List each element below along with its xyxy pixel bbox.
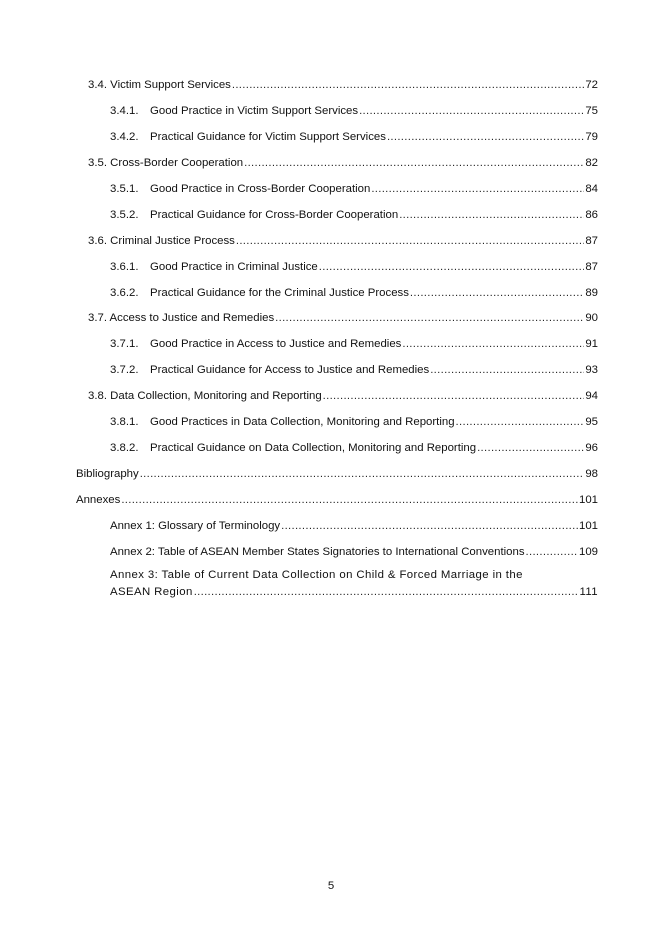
toc-entry-number: 3.5.2. — [110, 209, 139, 221]
dot-leader — [526, 545, 578, 559]
dot-leader — [140, 467, 585, 481]
toc-entry-number: 3.6.2. — [110, 287, 139, 299]
toc-entry-3-7[interactable] — [88, 311, 598, 325]
toc-page-number: 86 — [585, 209, 598, 221]
toc-page-number: 109 — [578, 546, 598, 558]
dot-leader — [477, 441, 584, 455]
toc-entry-3-4-1[interactable] — [110, 104, 598, 118]
toc-entry-title: Practical Guidance for the Criminal Justice Process — [150, 287, 409, 299]
dot-leader — [359, 104, 584, 118]
toc-entry-3-6-2[interactable] — [110, 286, 598, 300]
dot-leader — [194, 584, 579, 601]
toc-entry-3-6-1[interactable] — [110, 260, 598, 274]
toc-entry-title: Good Practice in Criminal Justice — [150, 261, 318, 273]
toc-page-number: 89 — [585, 287, 598, 299]
toc-entry-title: Good Practice in Victim Support Services — [150, 105, 359, 117]
toc-entry-title: Good Practice in Cross-Border Cooperation — [150, 183, 371, 195]
toc-entry-title: 3.4. Victim Support Services — [88, 79, 231, 91]
toc-entry-title: 3.5. Cross-Border Cooperation — [88, 157, 244, 169]
dot-leader — [121, 493, 578, 507]
toc-page-number: 95 — [585, 416, 598, 428]
toc-entry-annexes[interactable] — [76, 493, 598, 507]
toc-entry-title: 3.8. Data Collection, Monitoring and Reporting — [88, 390, 322, 402]
toc-entry-title: Bibliography — [76, 468, 139, 480]
toc-entry-number: 3.6.1. — [110, 261, 139, 273]
toc-page-number: 96 — [585, 442, 598, 454]
toc-entry-3-8-1[interactable] — [110, 415, 598, 429]
toc-entry-title-line-1: Annex 3: Table of Current Data Collection on Child & Forced Marriage in the — [110, 569, 523, 581]
dot-leader — [456, 415, 585, 429]
toc-entry-3-4[interactable] — [88, 78, 598, 92]
dot-leader — [410, 286, 584, 300]
toc-page-number: 75 — [585, 105, 598, 117]
toc-entry-bibliography[interactable] — [76, 467, 598, 481]
toc-entry-number: 3.4.1. — [110, 105, 139, 117]
toc-entry-annex-2[interactable] — [110, 545, 598, 559]
toc-entry-3-7-1[interactable] — [110, 337, 598, 351]
toc-page-number: 84 — [585, 183, 598, 195]
toc-entry-3-4-2[interactable] — [110, 130, 598, 144]
toc-page-number: 87 — [585, 235, 598, 247]
toc-entry-3-8[interactable] — [88, 389, 598, 403]
toc-entry-title: Annexes — [76, 494, 121, 506]
toc-entry-3-5[interactable] — [88, 156, 598, 170]
toc-entry-3-6[interactable] — [88, 234, 598, 248]
toc-entry-number: 3.7.1. — [110, 338, 139, 350]
toc-entry-title: 3.7. Access to Justice and Remedies — [88, 312, 275, 324]
toc-entry-title: Annex 2: Table of ASEAN Member States Signatories to International Conventions — [110, 546, 525, 558]
toc-entry-3-7-2[interactable] — [110, 363, 598, 377]
dot-leader — [319, 260, 585, 274]
toc-entry-title: Practical Guidance on Data Collection, Monitoring and Reporting — [150, 442, 477, 454]
toc-entry-title: 3.6. Criminal Justice Process — [88, 235, 235, 247]
toc-entry-3-5-2[interactable] — [110, 208, 598, 222]
toc-entry-number: 3.5.1. — [110, 183, 139, 195]
dot-leader — [236, 234, 584, 248]
toc-entry-title: Annex 1: Glossary of Terminology — [110, 520, 281, 532]
dot-leader — [232, 78, 584, 92]
toc-entry-3-8-2[interactable] — [110, 441, 598, 455]
dot-leader — [244, 156, 584, 170]
dot-leader — [402, 337, 584, 351]
toc-entry-title: Practical Guidance for Access to Justice and Remedies — [150, 364, 430, 376]
toc-page-number: 93 — [585, 364, 598, 376]
dot-leader — [430, 363, 584, 377]
dot-leader — [399, 208, 584, 222]
toc-page-number: 94 — [585, 390, 598, 402]
toc-entry-3-5-1[interactable] — [110, 182, 598, 196]
toc-entry-number: 3.8.1. — [110, 416, 139, 428]
toc-page-number: 101 — [578, 494, 598, 506]
toc-entry-title: Practical Guidance for Victim Support Services — [150, 131, 386, 143]
toc-page-number: 101 — [578, 520, 598, 532]
toc-entry-number: 3.4.2. — [110, 131, 139, 143]
toc-page-number: 87 — [585, 261, 598, 273]
dot-leader — [275, 311, 584, 325]
toc-entry-annex-1[interactable] — [110, 519, 598, 533]
toc-entry-title: Good Practices in Data Collection, Monitoring and Reporting — [150, 416, 455, 428]
toc-page-number: 98 — [585, 468, 598, 480]
toc-page-number: 91 — [585, 338, 598, 350]
toc-entry-number: 3.7.2. — [110, 364, 139, 376]
page-number-footer: 5 — [327, 880, 335, 892]
toc-entry-title: Good Practice in Access to Justice and Remedies — [150, 338, 402, 350]
toc-page-number: 82 — [585, 157, 598, 169]
toc-page-number: 79 — [585, 131, 598, 143]
dot-leader — [323, 389, 585, 403]
toc-entry-annex-3[interactable] — [110, 567, 598, 601]
toc-page-number: 111 — [579, 586, 598, 598]
toc-entry-number: 3.8.2. — [110, 442, 139, 454]
toc-page-number: 72 — [585, 79, 598, 91]
dot-leader — [281, 519, 578, 533]
dot-leader — [371, 182, 584, 196]
toc-entry-title-line-2: ASEAN Region — [110, 586, 193, 598]
toc-entry-title: Practical Guidance for Cross-Border Cooperation — [150, 209, 399, 221]
toc-page-number: 90 — [585, 312, 598, 324]
dot-leader — [387, 130, 584, 144]
